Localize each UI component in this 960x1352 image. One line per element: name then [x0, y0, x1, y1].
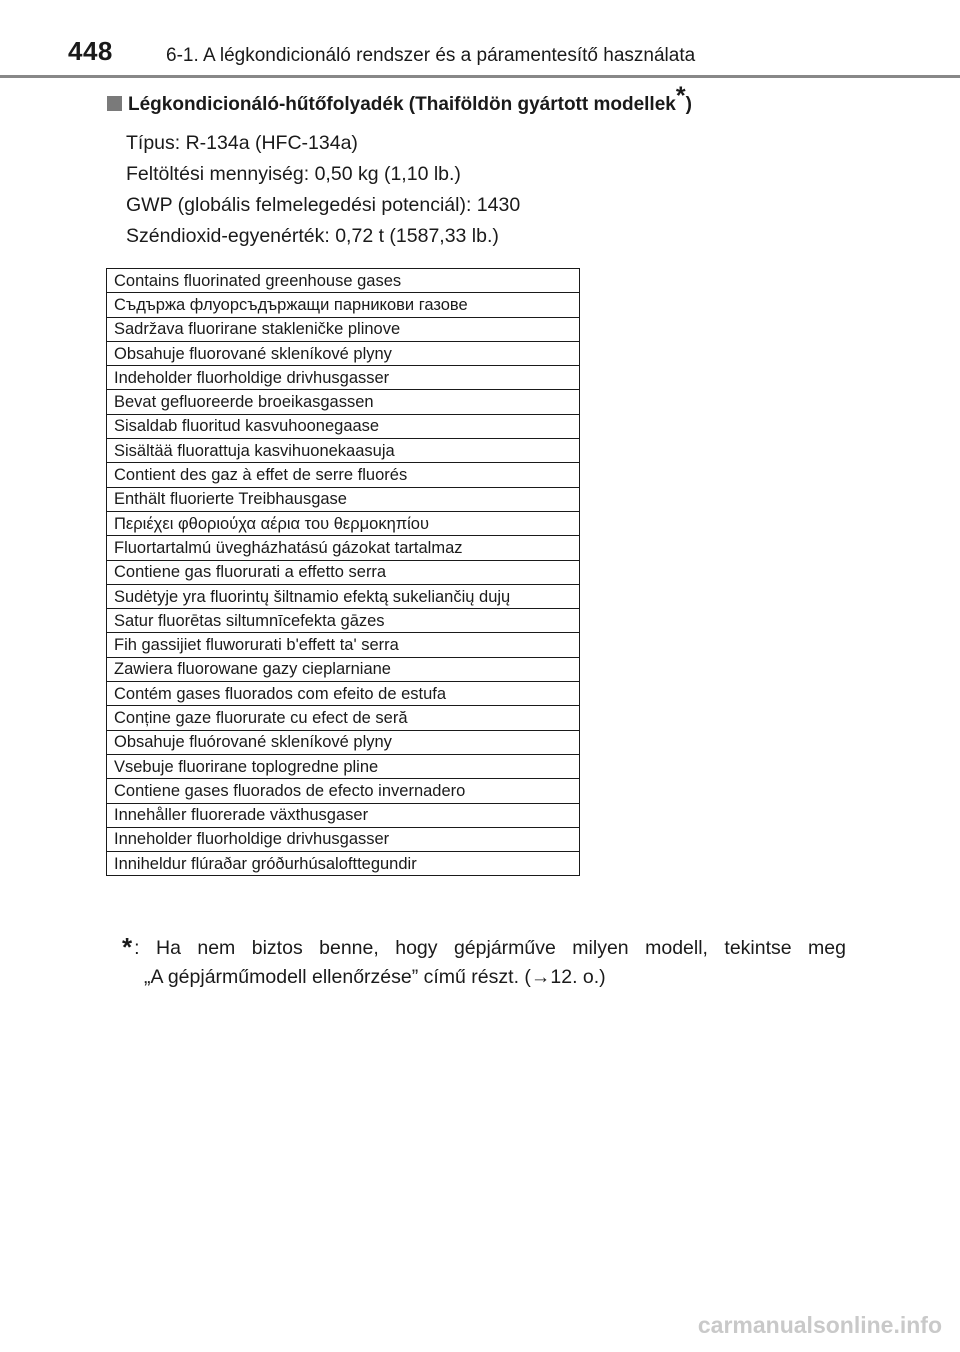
section-heading-close: ) — [685, 94, 692, 115]
chapter-title: 6-1. A légkondicionáló rendszer és a páramentesítő használata — [166, 45, 696, 66]
table-row — [107, 487, 580, 511]
table-row — [107, 536, 580, 560]
header-divider — [0, 75, 960, 78]
square-bullet-icon — [107, 96, 122, 111]
table-row — [107, 293, 580, 317]
page-number: 448 — [68, 36, 113, 66]
table-row — [107, 779, 580, 803]
table-row — [107, 439, 580, 463]
watermark: carmanualsonline.info — [697, 1312, 942, 1338]
table-row — [107, 414, 580, 438]
table-row — [107, 852, 580, 876]
table-cell: Fluortartalmú üvegházhatású gázokat tartalmaz — [107, 536, 580, 560]
table-cell: Zawiera fluorowane gazy cieplarniane — [107, 657, 580, 681]
footnote-line-2: „A gépjárműmodell ellenőrzése” című részt. (→12. o.) — [144, 966, 606, 988]
footnote-asterisk-marker: * — [122, 932, 133, 962]
table-row — [107, 730, 580, 754]
table-cell: Sisältää fluorattuja kasvihuonekaasuja — [107, 439, 580, 463]
table-cell: Indeholder fluorholdige drivhusgasser — [107, 366, 580, 390]
table-cell: Sisaldab fluoritud kasvuhoonegaase — [107, 414, 580, 438]
table-row — [107, 463, 580, 487]
footnote-text-1: : Ha nem biztos benne, hogy gépjárműve milyen modell, tekintse meg — [134, 937, 846, 959]
footnote-asterisk: * — [675, 82, 686, 110]
table-cell: Inneholder fluorholdige drivhusgasser — [107, 827, 580, 851]
spec-charge-amount: Feltöltési mennyiség: 0,50 kg (1,10 lb.) — [126, 163, 461, 185]
table-row — [107, 682, 580, 706]
table-cell: Obsahuje fluorované skleníkové plyny — [107, 341, 580, 365]
spec-gwp: GWP (globális felmelegedési potenciál): 1430 — [126, 194, 521, 216]
table-row — [107, 560, 580, 584]
table-row — [107, 633, 580, 657]
table-cell: Съдържа флуорсъдържащи парникови газове — [107, 293, 580, 317]
table-row — [107, 317, 580, 341]
table-cell: Conține gaze fluorurate cu efect de seră — [107, 706, 580, 730]
page-header — [0, 0, 960, 80]
table-row — [107, 657, 580, 681]
table-cell: Contém gases fluorados com efeito de estufa — [107, 682, 580, 706]
table-row — [107, 609, 580, 633]
spec-type: Típus: R-134a (HFC-134a) — [126, 132, 358, 154]
table-cell: Obsahuje fluórované skleníkové plyny — [107, 730, 580, 754]
greenhouse-gas-language-table — [106, 268, 580, 876]
table-cell: Contiene gas fluorurati a effetto serra — [107, 560, 580, 584]
table-cell: Contiene gases fluorados de efecto invernadero — [107, 779, 580, 803]
spec-co2-equivalent: Széndioxid-egyenérték: 0,72 t (1587,33 lb.) — [126, 225, 499, 247]
footnote — [122, 932, 846, 992]
table-row — [107, 706, 580, 730]
table-row — [107, 511, 580, 535]
table-cell: Sadržava fluorirane stakleničke plinove — [107, 317, 580, 341]
table-cell: Innehåller fluorerade växthusgaser — [107, 803, 580, 827]
section-heading-text: Légkondicionáló-hűtőfolyadék (Thaiföldön gyártott modellek — [128, 94, 676, 115]
table-row — [107, 366, 580, 390]
table-row — [107, 584, 580, 608]
refrigerant-spec-list — [126, 128, 520, 252]
table-row — [107, 803, 580, 827]
table-cell: Vsebuje fluorirane toplogredne pline — [107, 754, 580, 778]
table-cell: Contient des gaz à effet de serre fluorés — [107, 463, 580, 487]
table-cell: Fih gassijiet fluworurati b'effett ta' serra — [107, 633, 580, 657]
table-cell: Contains fluorinated greenhouse gases — [107, 269, 580, 293]
table-cell: Περιέχει φθοριούχα αέρια του θερμοκηπίου — [107, 511, 580, 535]
table-cell: Sudėtyje yra fluorintų šiltnamio efektą sukeliančių dujų — [107, 584, 580, 608]
table-row — [107, 341, 580, 365]
table-row — [107, 827, 580, 851]
table-row — [107, 754, 580, 778]
table-cell: Inniheldur flúraðar gróðurhúsalofttegundir — [107, 852, 580, 876]
section-heading — [107, 82, 692, 116]
table-row — [107, 390, 580, 414]
table-cell: Satur fluorētas siltumnīcefekta gāzes — [107, 609, 580, 633]
table-row — [107, 269, 580, 293]
table-cell: Enthält fluorierte Treibhausgase — [107, 487, 580, 511]
footnote-line-1 — [122, 932, 846, 962]
table-cell: Bevat gefluoreerde broeikasgassen — [107, 390, 580, 414]
